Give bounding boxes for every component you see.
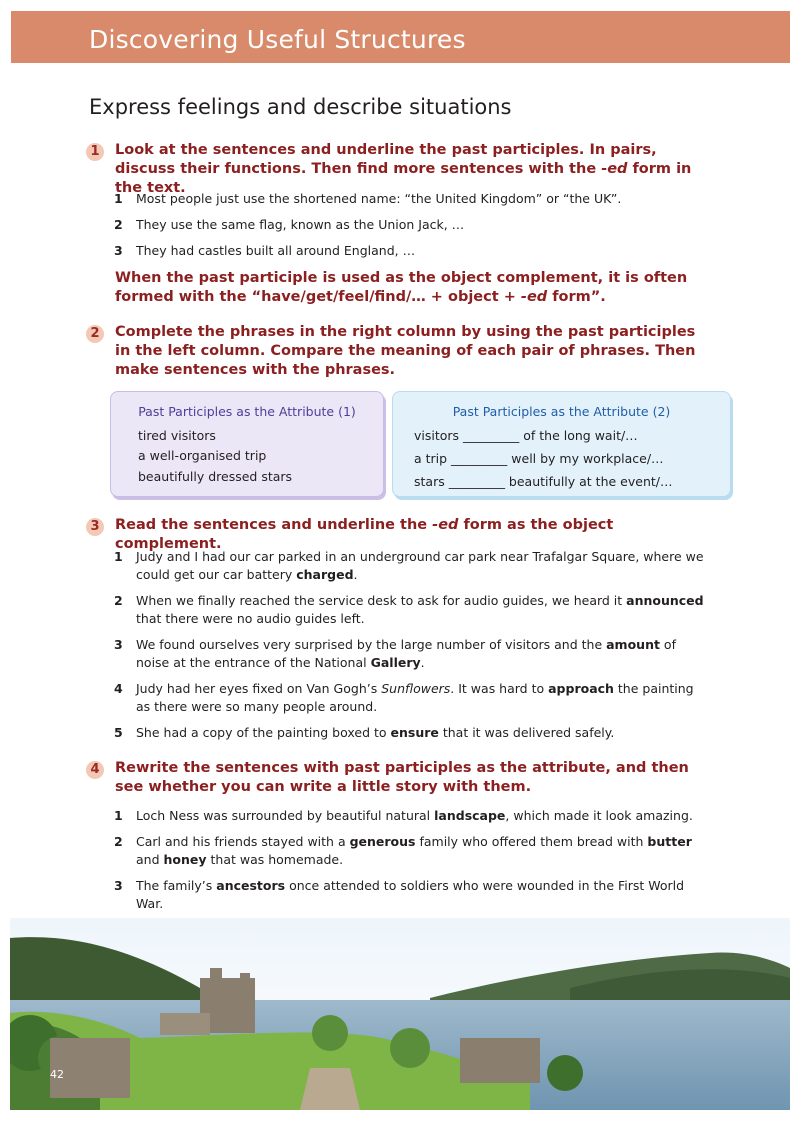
list-item: 1 Most people just use the shortened name: “the United Kingdom” or “the UK”. <box>114 191 622 206</box>
box-phrase: a well-organised trip <box>138 448 267 463</box>
box-phrase: visitors _________ of the long wait/… <box>414 428 638 443</box>
task-number-badge: 2 <box>86 325 104 343</box>
list-item: 5 She had a copy of the painting boxed to ensure that it was delivered safely. <box>114 725 615 740</box>
list-item: 3 We found ourselves very surprised by the large number of visitors and the amount of noise at the entrance of the National Gallery. <box>114 637 676 670</box>
box-phrase: beautifully dressed stars <box>138 469 293 484</box>
grammar-note: When the past participle is used as the object complement, it is often formed with the “have/get/feel/find/… + object + -ed form”. <box>115 270 688 305</box>
list-item: 1 Judy and I had our car parked in an underground car park near Trafalgar Square, where we could get our car battery charged. <box>114 549 704 582</box>
task-number-badge: 4 <box>86 761 104 779</box>
task-1-items <box>114 190 704 268</box>
task-number-badge: 3 <box>86 518 104 536</box>
section-title: Express feelings and describe situations <box>89 95 512 119</box>
list-item: 2 They use the same flag, known as the Union Jack, … <box>114 217 465 232</box>
box-phrase: stars _________ beautifully at the event/… <box>414 474 673 489</box>
page-number: 42 <box>50 1068 64 1081</box>
box-title: Past Participles as the Attribute (1) <box>138 404 356 419</box>
participle-box-2 <box>392 391 731 497</box>
box-phrase: tired visitors <box>138 428 216 443</box>
task-instruction: Look at the sentences and underline the past participles. In pairs, discuss their functions. Then find more sentences with the -ed form in the text. <box>115 142 692 196</box>
list-item: 3 The family’s ancestors once attended to soldiers who were wounded in the First World War. <box>114 878 685 911</box>
task-3-items <box>114 548 704 750</box>
list-item: 4 Judy had her eyes fixed on Van Gogh’s Sunflowers. It was hard to approach the painting as there were so many people around. <box>114 681 694 714</box>
list-item: 2 When we finally reached the service desk to ask for audio guides, we heard it announced that there were no audio guides left. <box>114 593 704 626</box>
task-instruction: Complete the phrases in the right column by using the past participles in the left column. Compare the meaning of each pair of phrases. Then make sentences with the phrases. <box>115 324 696 378</box>
page-title: Discovering Useful Structures <box>89 25 466 54</box>
box-title: Past Participles as the Attribute (2) <box>452 404 671 419</box>
header-bar <box>11 11 790 63</box>
list-item: 2 Carl and his friends stayed with a generous family who offered them bread with butter and honey that was homemade. <box>114 834 692 867</box>
task-number-badge: 1 <box>86 143 104 161</box>
landscape-illustration <box>10 918 790 1110</box>
loch-ness-photo <box>10 918 790 1110</box>
box-phrase: a trip _________ well by my workplace/… <box>414 451 664 466</box>
participle-box-1 <box>110 391 384 497</box>
task-instruction: Rewrite the sentences with past participles as the attribute, and then see whether you can write a little story with them. <box>115 760 689 795</box>
list-item: 1 Loch Ness was surrounded by beautiful natural landscape, which made it look amazing. <box>114 808 693 823</box>
list-item: 3 They had castles built all around England, … <box>114 243 416 258</box>
task-instruction: Read the sentences and underline the -ed form as the object complement. <box>115 517 614 552</box>
